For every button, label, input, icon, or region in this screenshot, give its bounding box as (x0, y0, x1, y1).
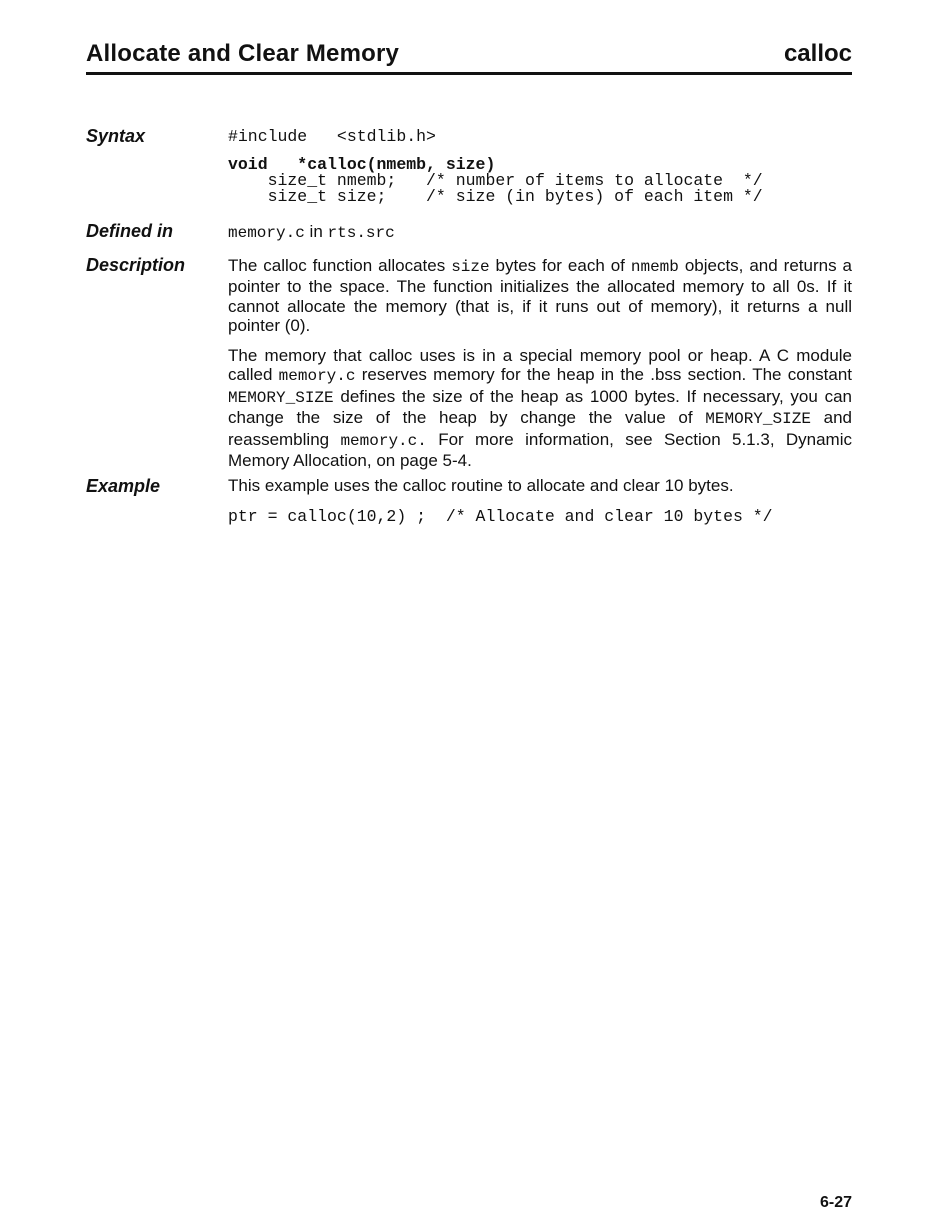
desc2-code-memory-size: MEMORY_SIZE (228, 388, 334, 407)
example-code: ptr = calloc(10,2) ; /* Allocate and clear 10 bytes */ (228, 507, 773, 526)
include-line: #include <stdlib.h> (228, 127, 436, 146)
desc2-code-memory-c-2: memory.c. (340, 431, 427, 450)
desc2-text-d: and reassembling (228, 408, 852, 449)
defined-in-connector: in (309, 222, 323, 241)
desc1-code-nmemb: nmemb (630, 258, 679, 276)
example-label: Example (86, 476, 161, 496)
page-header (86, 40, 852, 72)
desc2-code-memory-size-2: MEMORY_SIZE (705, 410, 811, 429)
source-file: memory.c (228, 224, 305, 242)
description-paragraph-1 (228, 256, 852, 336)
syntax-block (228, 129, 852, 205)
defined-in-text (228, 222, 852, 243)
function-name: calloc (783, 40, 852, 67)
page-number: 6-27 (819, 1194, 852, 1211)
desc2-text-e: For more information, see Section 5.1.3, Dynamic Memory Allocation, on page 5-4. (228, 429, 852, 471)
desc1-text-c: objects, and returns a pointer to the space. The function initializes the allocated memory to all 0s. If it cannot allocate the memory (that is, if it runs out of memory), it returns a null pointer (0). (228, 256, 852, 336)
syntax-label: Syntax (86, 126, 146, 146)
description-label: Description (86, 255, 186, 275)
declaration-line: void *calloc(nmemb, size) (228, 155, 496, 174)
source-archive: rts.src (327, 224, 395, 242)
param-size-line: size_t size; /* size (in bytes) of each item */ (228, 187, 763, 206)
description-paragraph-2 (228, 346, 852, 470)
desc1-text-a: The calloc function allocates (228, 256, 452, 275)
desc1-text-b: bytes for each of (489, 256, 631, 275)
page-title: Allocate and Clear Memory (86, 40, 400, 67)
header-rule (86, 72, 852, 75)
param-nmemb-line: size_t nmemb; /* number of items to allocate */ (228, 171, 763, 190)
desc2-text-a: The memory that calloc uses is in a special memory pool or heap. A C module called (228, 346, 852, 385)
desc2-text-c: defines the size of the heap as 1000 bytes. If necessary, you can change the size of the heap by change the value of (228, 386, 852, 428)
desc2-code-memory-c: memory.c (278, 367, 356, 386)
desc1-code-size: size (451, 258, 490, 276)
desc2-text-b: reserves memory for the heap in the .bss section. The constant (355, 365, 853, 385)
defined-in-label: Defined in (86, 221, 174, 241)
example-text: This example uses the calloc routine to allocate and clear 10 bytes. (228, 476, 734, 495)
